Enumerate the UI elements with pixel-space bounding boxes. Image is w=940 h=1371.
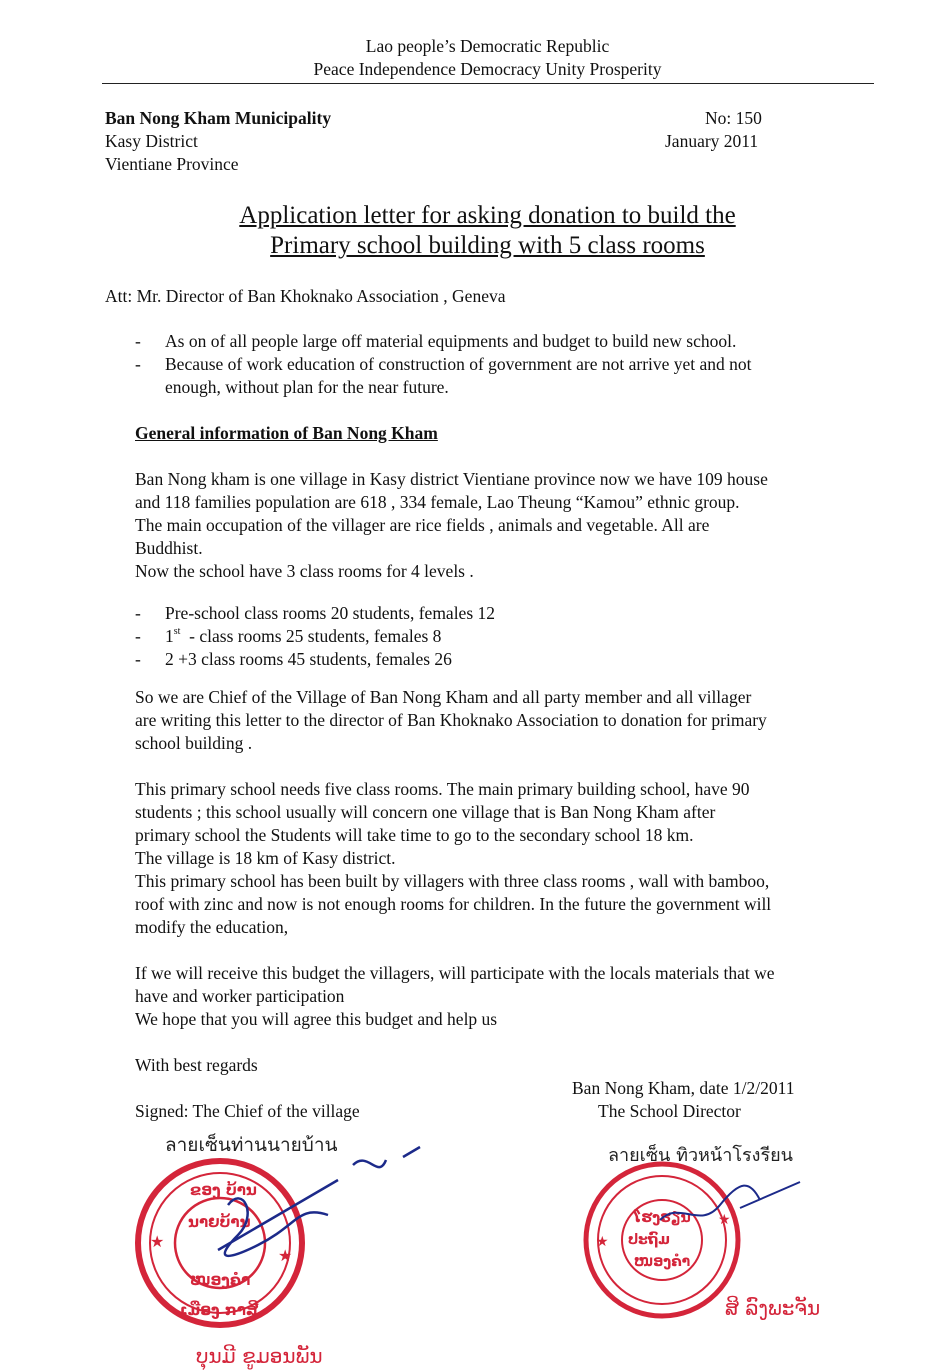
paragraph-line: This primary school needs five class rooms. The main primary building school, have 90 — [135, 779, 750, 799]
star-icon: ★ — [278, 1246, 293, 1265]
stamp-text: ໜອງຄຳ — [190, 1271, 251, 1289]
stamp-text: ເມືອງ ກາສີ — [180, 1301, 259, 1319]
stamp-text: ປະຖົມ — [628, 1232, 670, 1248]
attention-line: Att: Mr. Director of Ban Khoknako Association , Geneva — [105, 286, 506, 306]
country-name: Lao people’s Democratic Republic — [365, 36, 610, 56]
reference-number: No: 150 — [705, 108, 762, 128]
star-icon: ★ — [150, 1232, 165, 1251]
stamp-text: ໂຮງຮຽນ — [634, 1210, 691, 1226]
place-date: Ban Nong Kham, date 1/2/2011 — [572, 1078, 795, 1098]
bullet-dash: - — [135, 603, 141, 623]
paragraph-line: Now the school have 3 class rooms for 4 levels . — [135, 561, 474, 581]
paragraph-line: modify the education, — [135, 917, 289, 937]
school-paragraph — [135, 778, 875, 939]
class-item-text: 2 +3 class rooms 45 students, females 26 — [165, 649, 452, 669]
stamp-text: ຂອງ ບ້ານ — [190, 1181, 257, 1199]
ordinal-number: 1 — [165, 626, 174, 646]
regards: With best regards — [135, 1055, 258, 1075]
chief-official-stamp — [128, 1145, 488, 1371]
sender-province: Vientiane Province — [105, 154, 239, 174]
paragraph-line: The main occupation of the villager are rice fields , animals and vegetable. All are — [135, 515, 710, 535]
star-icon: ★ — [596, 1234, 609, 1250]
chief-name-handwritten: ບຸນມີ ຂູມອນພັນ — [196, 1344, 323, 1368]
letter-title-line2: Primary school building with 5 class rooms — [270, 232, 705, 259]
bullet-text: enough, without plan for the near future. — [165, 377, 449, 397]
paragraph-line: The village is 18 km of Kasy district. — [135, 848, 396, 868]
closing-paragraph — [135, 962, 875, 1031]
national-motto: Peace Independence Democracy Unity Prosperity — [313, 59, 662, 79]
section-heading: General information of Ban Nong Kham — [135, 423, 438, 443]
bullet-text: As on of all people large off material equipments and budget to build new school. — [165, 331, 737, 351]
sender-name: Ban Nong Kham Municipality — [105, 108, 332, 128]
paragraph-line: So we are Chief of the Village of Ban Nong Kham and all party member and all villager — [135, 687, 752, 707]
class-item-rest: - class rooms 25 students, females 8 — [180, 626, 442, 646]
paragraph-line: school building . — [135, 733, 253, 753]
paragraph-line: We hope that you will agree this budget and help us — [135, 1009, 498, 1029]
stamp-text: ນາຍບ້ານ — [188, 1213, 251, 1231]
paragraph-line: Ban Nong kham is one village in Kasy district Vientiane province now we have 109 house — [135, 469, 768, 489]
request-paragraph — [135, 686, 875, 755]
bullet-dash: - — [135, 626, 141, 646]
paragraph-line: students ; this school usually will concern one village that is Ban Nong Kham after — [135, 802, 716, 822]
chief-handwritten-caption: ลายเซ็นท่านนายบ้าน — [165, 1134, 338, 1156]
paragraph-line: have and worker participation — [135, 986, 345, 1006]
director-signature-label: The School Director — [598, 1101, 741, 1121]
director-official-stamp — [570, 1160, 870, 1340]
village-info-paragraph — [135, 468, 875, 583]
letter-title-line1: Application letter for asking donation to build the — [239, 202, 736, 229]
director-name-handwritten: ສິ ລົງພະຈັນ — [725, 1296, 821, 1320]
paragraph-line: If we will receive this budget the villagers, will participate with the locals materials that we — [135, 963, 775, 983]
bullet-text: Because of work education of construction of government are not arrive yet and not — [165, 354, 752, 374]
class-item-text — [165, 625, 441, 648]
paragraph-line: roof with zinc and now is not enough rooms for children. In the future the government will — [135, 894, 772, 914]
chief-signature-label: Signed: The Chief of the village — [135, 1101, 360, 1121]
reference-date: January 2011 — [665, 131, 759, 151]
bullet-dash: - — [135, 649, 141, 669]
paragraph-line: Buddhist. — [135, 538, 203, 558]
star-icon: ★ — [718, 1212, 731, 1228]
ordinal-suffix: st — [173, 626, 181, 637]
paragraph-line: and 118 families population are 618 , 334 female, Lao Theung “Kamou” ethnic group. — [135, 492, 740, 512]
header-divider — [102, 83, 874, 84]
bullet-dash: - — [135, 354, 141, 374]
director-handwritten-caption: ลายเซ็น ทิวหน้าโรงรียน — [608, 1145, 793, 1166]
chief-signature-name — [353, 1147, 420, 1167]
class-item-text: Pre-school class rooms 20 students, females 12 — [165, 603, 496, 623]
stamp-text: ໜອງຄຳ — [634, 1254, 691, 1270]
bullet-dash: - — [135, 331, 141, 351]
paragraph-line: primary school the Students will take time to go to the secondary school 18 km. — [135, 825, 694, 845]
sender-district: Kasy District — [105, 131, 198, 151]
paragraph-line: are writing this letter to the director of Ban Khoknako Association to donation for primary — [135, 710, 767, 730]
paragraph-line: This primary school has been built by villagers with three class rooms , wall with bamboo, — [135, 871, 770, 891]
